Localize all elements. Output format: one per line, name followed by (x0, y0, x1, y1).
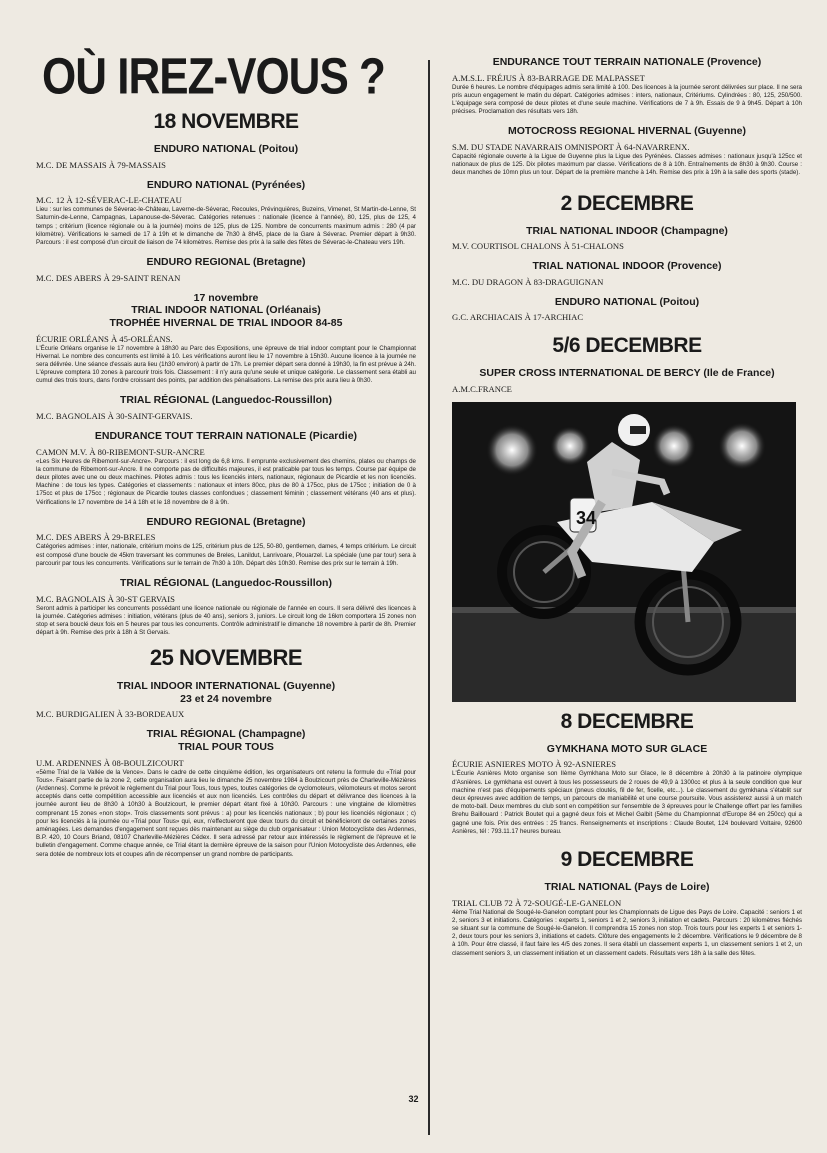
event-description: Catégories admises : inter, nationale, critérium moins de 125, critérium plus de 125, 50-80, gentlemen, dames, 4 temps critérium. Le circuit est composé d'une boucle de 45km traversant les communes de Breles, Lanildut, Lanrivoare, Plouarzel. La spéciale (une par tour) sera à parcourir par tous les concurrents. Vérifications sur le terrain de 7h30 à 10h. Départ dès 10h30. Remise des prix sur le terrain à 19h. (36, 543, 416, 567)
event-heading: SUPER CROSS INTERNATIONAL DE BERCY (Ile de France) (479, 367, 775, 380)
event-organizer: M.V. COURTISOL CHALONS À 51-CHALONS (452, 241, 624, 252)
event-heading: TRIAL INDOOR INTERNATIONAL (Guyenne) (116, 680, 336, 693)
event-organizer: M.C. DE MASSAIS À 79-MASSAIS (36, 159, 166, 170)
event-organizer: M.C. DES ABERS À 29-BRELES (36, 532, 156, 543)
page-number: 32 (408, 1094, 419, 1104)
event-subheading: TROPHÉE HIVERNAL DE TRIAL INDOOR 84-85 (109, 316, 343, 329)
event-date: 17 novembre (193, 291, 259, 304)
event-organizer: ÉCURIE ASNIERES MOTO À 92-ASNIERES (452, 759, 617, 770)
event-organizer: CAMON M.V. À 80-RIBEMONT-SUR-ANCRE (36, 446, 205, 457)
event-description: Lieu : sur les communes de Séverac-le-Château, Laverne-de-Séverac, Recoules, Prévinquières, Buzeins, Vimenet, St Martin-de-Lenne, St Saturnin-de-Lenne, Campagnas, Lapanouse-de-Séverac. Catégories retenues : nationale (licence à l'année), 80, 125, plus de 125, 4 temps ; critérium (licence régionale ou à la journée) moins de 125, plus de 125. Nombre de concurrents maximum admis : 280 (4 par kilomètre). Vérifications le samedi de 17 à 19h et le dimanche de 7h30 à 8h45, place de la Gare à Séverac. Premier départ à 9h30. Parcours : il est composé d'un circuit de liaison de 74 kilomètres. Remise des prix à la salle des fêtes de Séverac-le-Chateau vers 19h. (36, 206, 416, 246)
event-heading: TRIAL RÉGIONAL (Champagne) (146, 728, 306, 741)
event-organizer: M.C. 12 À 12-SÉVERAC-LE-CHATEAU (36, 195, 182, 206)
event-description: «5ème Trial de la Vallée de la Vence». Dans le cadre de cette cinquième édition, les organisateurs ont retenu la formule du «Trial pour Tous». Faisant partie de la zone 2, cette organisation aura lieu le dimanche 25 novembre 1984 à Boulzicourt près de Charleville-Mézières (Ardennes). Comme le prévoit le règlement du Trial pour Tous, tous types, toutes catégories de cyclomoteurs, vélomoteurs et motos seront acceptés dans cette compétition accessible aux licenciés et aux non licenciés. Les contrôles du départ et délivrance des licences à la journée auront lieu de 8h30 à 10h30 à Boulzicourt, le premier départ étant fixé à 10h30. Parcours : une vingtaine de kilomètres comprenant 15 zones «non stop». Trois classements sont prévus : a) pour les licenciés nationaux ; b) pour les licenciés régionaux ; c) pour les licenciés à la journée ou «Trial pour Tous» qui, eux, n'effectueront que deux tours du circuit et bénéficieront de certaines zones aménagées. Les demandes d'engagement sont reçues dès maintenant au siège du club organisateur : Union Motocycliste des Ardennes, B.P. 420, 10 Cours Briand, 08107 Charleville-Mézières Cédex. Il sera adressé par retour aux intéressés le règlement de l'épreuve et le bulletin d'engagement. Comme chaque année, ce Trial étant la dernière épreuve de la saison pour l'Union Motocycliste des Ardennes, elle sera dotée de nombreux lots et coupes afin de récompenser un grand nombre de participants. (36, 768, 416, 858)
event-description: L'Écurie Orléans organise le 17 novembre à 18h30 au Parc des Expositions, une épreuve de trial indoor comptant pour le Championnat Hivernal. Le nombre des concurrents est limité à 10. Les vérifications auront lieu le 17 novembre à 15h30. Aucune licence à la journée ne sera délivrée. Une séance d'essais aura lieu (1h30 environ) à partir de 17h. Le premier départ sera donné à 19h30, la fin est prévue à 24h. L'épreuve comptera 10 zones à parcourir trois fois. Classement : il n'y aura qu'une seule et unique catégorie. Le classement sera établi au cumul des trois tours, dans l'ordre croissant des points, par addition des pénalisations. La remise des prix aura lieu à 0h30. (36, 344, 416, 385)
event-organizer: TRIAL CLUB 72 À 72-SOUGÉ-LE-GANELON (452, 897, 622, 908)
event-heading: TRIAL RÉGIONAL (Languedoc-Roussillon) (120, 576, 332, 589)
date-heading: 8 DECEMBRE (560, 709, 694, 733)
event-heading: TRIAL INDOOR NATIONAL (Orléanais) (131, 304, 321, 317)
column-divider (428, 60, 430, 1135)
event-heading: MOTOCROSS REGIONAL HIVERNAL (Guyenne) (507, 125, 747, 138)
event-description: Seront admis à participer les concurrents possédant une licence nationale ou régionale de l'année en cours. Il sera délivré des licences à la journée. Catégories admises : initiation, vétérans (plus de 40 ans), seniors 3, juniors. Le circuit long de 16km comportera 15 zones non stop et sera bouclé deux fois en 5 heures par tous les concurrents. Contrôle administratif le dimanche 18 novembre à partir de 8h. Premier départ à 9h. Remise des prix à 18h à St Gervais. (36, 604, 416, 637)
left-column (36, 48, 416, 861)
event-organizer: M.C. BURDIGALIEN À 33-BORDEAUX (36, 709, 185, 720)
event-organizer: M.C. DU DRAGON À 83-DRAGUIGNAN (452, 276, 604, 287)
event-heading: ENDURANCE TOUT TERRAIN NATIONALE (Provence) (492, 56, 762, 68)
event-heading: ENDURO NATIONAL (Poitou) (153, 143, 299, 155)
event-organizer: M.C. BAGNOLAIS À 30-ST GERVAIS (36, 593, 175, 604)
event-heading: ENDURANCE TOUT TERRAIN NATIONALE (Picardie) (94, 430, 358, 443)
date-heading: 2 DECEMBRE (560, 191, 694, 215)
event-heading: TRIAL NATIONAL INDOOR (Provence) (532, 260, 722, 273)
date-heading: 5/6 DECEMBRE (552, 334, 702, 358)
date-heading: 9 DECEMBRE (560, 847, 694, 871)
event-organizer: G.C. ARCHIACAIS À 17-ARCHIAC (452, 312, 584, 323)
event-heading: ENDURO NATIONAL (Pyrénées) (146, 178, 306, 191)
bike-number: 34 (576, 507, 597, 528)
event-organizer: A.M.S.L. FRÉJUS À 83-BARRAGE DE MALPASSET (452, 72, 645, 83)
date-heading: 18 NOVEMBRE (153, 110, 299, 133)
event-organizer: M.C. BAGNOLAIS À 30-SAINT-GERVAIS. (36, 411, 193, 422)
event-organizer: S.M. DU STADE NAVARRAIS OMNISPORT À 64-NAVARRENX. (452, 141, 690, 152)
event-description: L'Écurie Asnières Moto organise son IIème Gymkhana Moto sur Glace, le 8 décembre à 20h30 à la patinoire olympique d'Asnières. Le gymkhana est ouvert à tous les possesseurs de 2 roues de 49,9 à 1300cc et plus à la seule condition que leur machine n'est pas d'équipements spéciaux (pneus cloutés, fil de fer, ficelle, etc...). Le classement du gymkhana s'établit sur deux épreuves avec addition de temps, un parcours de maniabilité et une course poursuite. Vous assisterez aussi à un match de moto-ball. Deux membres du club sont en compétition sur l'ensemble de 3 épreuves pour le Challenge offert par les familles Brehu Baillouard : Patrick Boutet qui a gagné deux fois et Michel Galbit (5ème du Championnat d'Europe 84 en 250cc) qui a gagné une fois. Prix des entrées : 25 francs. Renseignements et inscriptions : Claude Boutet, 124 boulevard Voltaire, 92600 Asnières, tél : 793.11.17 heures bureau. (452, 770, 802, 835)
event-heading: GYMKHANA MOTO SUR GLACE (546, 742, 708, 755)
event-description: 4ème Trial National de Sougé-le-Ganelon comptant pour les Championnats de Ligue des Pays de Loire. Capacité : seniors 1 et 2, seniors 3 et initiations. Catégories : experts 1, seniors 1 et 2, seniors 3, initiation et cadets. Parcours : 20 kilomètres fléchés se situant sur la commune de Sougé-le-Ganelon. Il comprendra 15 zones non stop. Trois tours pour les experts 1 et seniors 1-2, deux tours pour les seniors 3, initiations et cadets. Clôture des engagements le 2 décembre. Vérifications le 9 décembre de 8 à 10h. Pour être classé, il faut faire les 4/5 des zones. Il sera établi un classement experts 1, un classement seniors 1 et 2, un classement seniors 3, un classement initiation et un classement cadets. Résultats vers 18h à la salle des fêtes. (452, 908, 802, 957)
motocross-rider-image (452, 402, 796, 702)
page-title: OÙ IREZ-VOUS ? (42, 48, 385, 105)
event-heading: TRIAL RÉGIONAL (Languedoc-Roussillon) (120, 394, 332, 407)
event-subheading: 23 et 24 novembre (180, 692, 272, 705)
event-description: Capacité régionale ouverte à la Ligue de Guyenne plus la Ligue des Pyrénées. Classes admises : nationaux jusqu'à 125cc et nationaux de plus de 125. Dix pilotes maximum par classe. Vérifications de 8 à 10h. Entraînements de 8h30 à 9h30. Course : deux manches de 10mn plus un tour. Départ de la première manche à 14h. Remise des prix à 19h à la salle des sports (stade). (452, 152, 802, 177)
event-heading: TRIAL NATIONAL (Pays de Loire) (544, 880, 710, 893)
event-heading: ENDURO NATIONAL (Poitou) (554, 295, 700, 308)
event-organizer: ÉCURIE ORLÉANS À 45-ORLÉANS. (36, 333, 173, 344)
event-organizer: A.M.C.FRANCE (452, 383, 512, 394)
event-heading: ENDURO REGIONAL (Bretagne) (146, 515, 306, 528)
event-organizer: U.M. ARDENNES À 08-BOULZICOURT (36, 757, 184, 768)
event-description: «Les Six Heures de Ribemont-sur-Ancre». Parcours : il est long de 6,8 kms. Il emprunte exclusivement des chemins, plates ou champs de la commune de Ribemont-sur-Ancre. Il ne comporte pas de difficultés majeures, il est praticable par tous les temps. Course par équipe de deux pilotes avec une ou deux machines. Pilotes admis : tous les licenciés inters, nationaux, régionaux de Picardie et les non licenciés. Machine : de tous les types. Catégories et classements : nationaux et inters 80cc, plus de 80 à 175cc, plus de 175cc ; initiation de 0 à 175cc et plus de 175cc ; régionaux de Picardie toutes classes confondues ; classement féminin ; classement vétérans (40 ans et plus). Vérifications le 17 novembre de 14 à 18h et le 18 novembre de 8 à 9h. (36, 457, 416, 506)
event-subheading: TRIAL POUR TOUS (178, 741, 274, 754)
date-heading: 25 NOVEMBRE (149, 645, 303, 671)
event-heading: ENDURO REGIONAL (Bretagne) (146, 256, 306, 269)
event-description: Durée 6 heures. Le nombre d'équipages admis sera limité à 100. Des licences à la journée seront délivrées sur place. Il ne sera pris aucun engagement le matin du départ. Catégories admises : inters, nationaux, Critériums. Cylindrées : 80, 125, 250/500. L'équipage sera composé de deux pilotes et d'une seule machine. Vérifications de 7 à 9h. Essais de 9 à 9h45. Départ à 10h précises. Proclamation des résultats vers 18h. (452, 83, 802, 116)
event-heading: TRIAL NATIONAL INDOOR (Champagne) (526, 224, 728, 237)
supercross-photo (452, 402, 796, 702)
event-organizer: M.C. DES ABERS À 29-SAINT RENAN (36, 272, 181, 283)
right-column (452, 52, 802, 960)
